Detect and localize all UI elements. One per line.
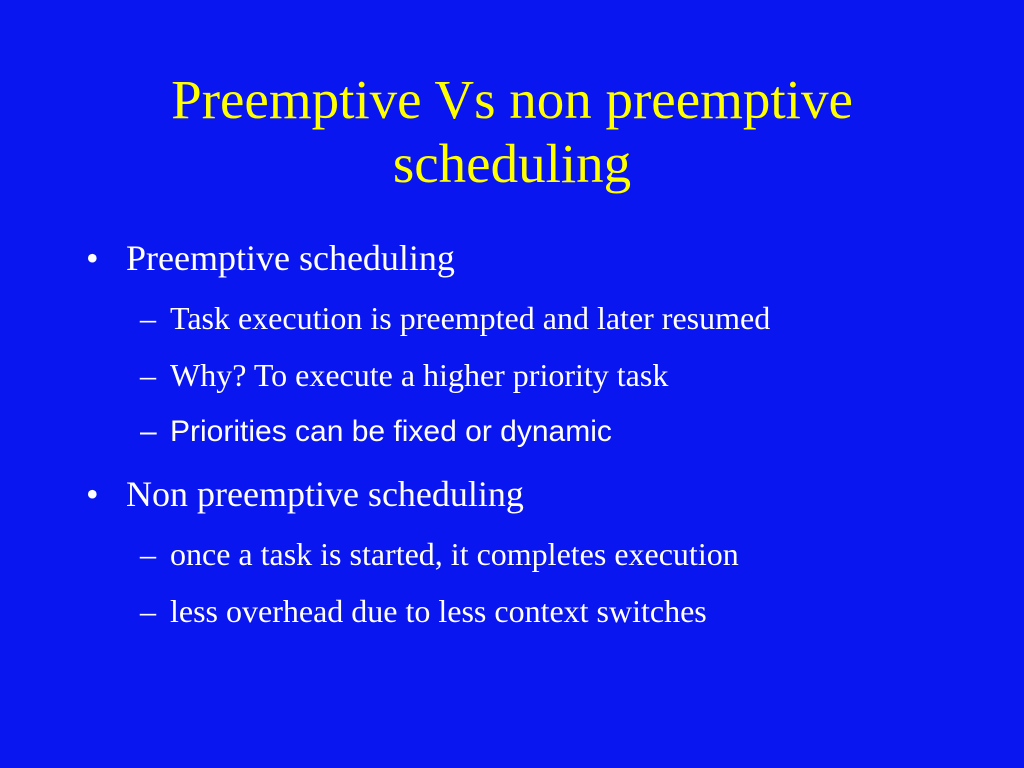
bullet-preemptive-scheduling: Preemptive scheduling: [126, 238, 455, 278]
bullet-marker: •: [86, 474, 99, 514]
sub-bullet-marker: –: [140, 357, 156, 393]
slide-title-line-1: Preemptive Vs non preemptive: [171, 69, 853, 130]
sub-bullet-marker: –: [140, 415, 157, 448]
sub-bullet-marker: –: [140, 536, 156, 572]
sub-bullet-why-higher-priority: Why? To execute a higher priority task: [170, 357, 669, 393]
sub-bullet-task-preempted: Task execution is preempted and later resumed: [170, 300, 771, 336]
bullet-marker: •: [86, 238, 99, 278]
sub-bullet-priorities-fixed-dynamic: Priorities can be fixed or dynamic: [170, 415, 612, 448]
sub-bullet-marker: –: [140, 300, 156, 336]
slide-title: [60, 68, 964, 196]
sub-bullet-less-overhead: less overhead due to less context switches: [170, 593, 707, 629]
sub-bullet-marker: –: [140, 593, 156, 629]
sub-bullet-task-completes: once a task is started, it completes execution: [170, 536, 739, 572]
slide-title-line-2: scheduling: [392, 133, 632, 194]
bullet-non-preemptive-scheduling: Non preemptive scheduling: [126, 474, 524, 514]
